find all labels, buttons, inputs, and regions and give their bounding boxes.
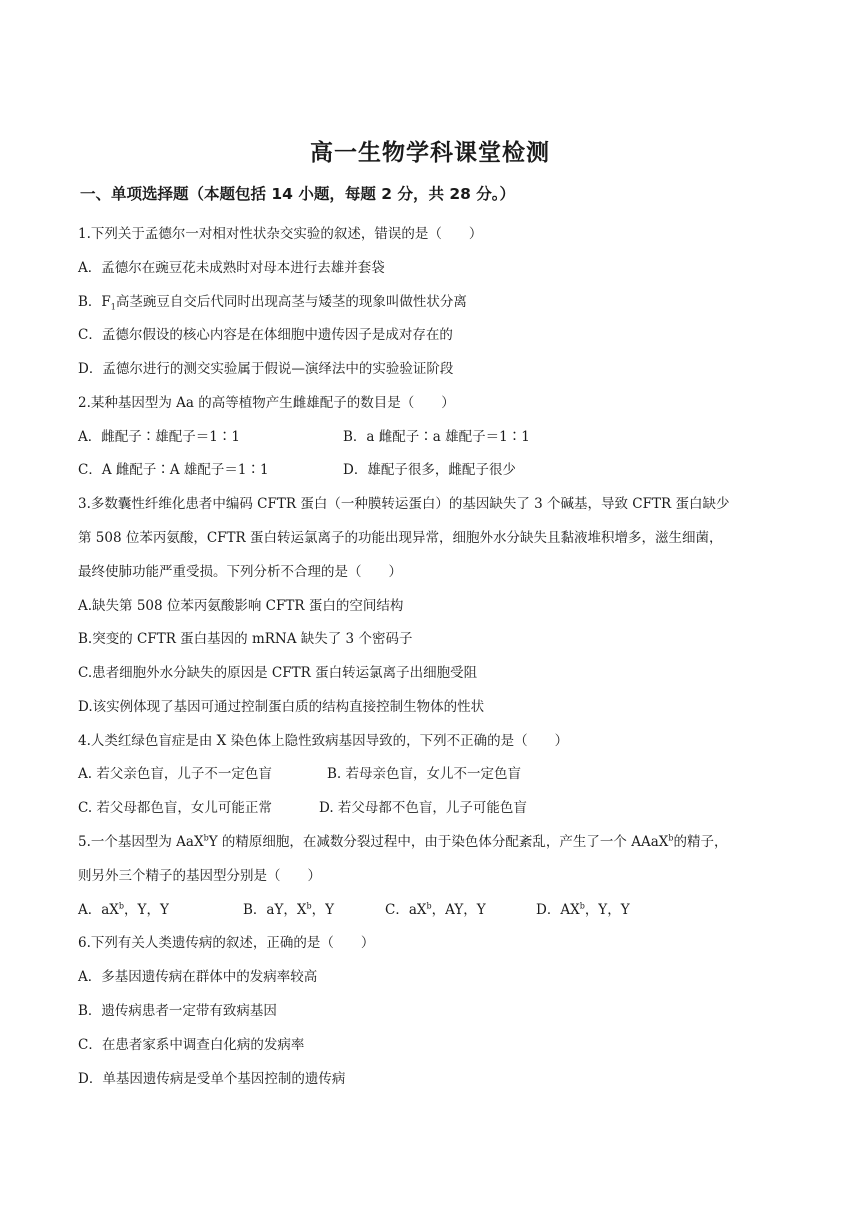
- q5-a-text: A．aX: [78, 902, 119, 918]
- q4-stem: 4.人类红绿色盲症是由 X 染色体上隐性致病基因导致的，下列不正确的是（ ）: [78, 733, 569, 749]
- q1-b-subscript: 1: [110, 302, 116, 312]
- q3-stem-line2: 第 508 位苯丙氨酸，CFTR 蛋白转运氯离子的功能出现异常，细胞外水分缺失且黏液堆积增多，滋生细菌，: [78, 530, 723, 546]
- q5-option-c: [385, 900, 486, 920]
- q3-stem-line3: 最终使肺功能严重受损。下列分析不合理的是（ ）: [78, 564, 402, 580]
- q5-option-a: [78, 900, 169, 920]
- q5-d-sup: b: [579, 901, 585, 911]
- q5-d-text: D．AX: [536, 902, 580, 918]
- q2-option-b: B．a 雌配子∶a 雄配子＝1∶1: [343, 429, 530, 445]
- section-heading: 一、单项选择题（本题包括 14 小题，每题 2 分，共 28 分。）: [80, 185, 516, 203]
- q6-stem: 6.下列有关人类遗传病的叙述，正确的是（ ）: [78, 935, 375, 951]
- q5-option-d: [536, 900, 630, 920]
- q5-stem-line2: 则另外三个精子的基因型分别是（ ）: [78, 868, 321, 884]
- q3-stem-line1: 3.多数囊性纤维化患者中编码 CFTR 蛋白（一种膜转运蛋白）的基因缺失了 3 个碱基，导致 CFTR 蛋白缺少: [78, 496, 730, 512]
- q5-text-c: Y 的精原细胞，在减数分裂过程中，由于染色体分配紊乱，产生了一个 AAaX: [208, 834, 669, 850]
- q1-option-a: A．孟德尔在豌豆花未成熟时对母本进行去雄并套袋: [78, 260, 385, 276]
- q6-option-d: D．单基因遗传病是受单个基因控制的遗传病: [78, 1071, 346, 1087]
- q5-stem-line1: [78, 832, 728, 852]
- q2-stem: 2.某种基因型为 Aa 的高等植物产生雌雄配子的数目是（ ）: [78, 395, 455, 411]
- q1-b-text: 高茎豌豆自交后代同时出现高茎与矮茎的现象叫做性状分离: [115, 294, 467, 310]
- q5-a-rest: ，Y，Y: [124, 902, 169, 918]
- q5-sup-1: b: [203, 833, 209, 843]
- q4-option-c: C. 若父母都色盲，女儿可能正常: [78, 800, 272, 816]
- q5-b-rest: ，Y: [311, 902, 335, 918]
- q5-c-text: C．aX: [385, 902, 427, 918]
- q1-stem: 1.下列关于孟德尔一对相对性状杂交实验的叙述，错误的是（ ）: [78, 226, 483, 242]
- q5-sup-2: b: [668, 833, 674, 843]
- q3-option-b: B.突变的 CFTR 蛋白基因的 mRNA 缺失了 3 个密码子: [78, 631, 413, 647]
- q3-option-a: A.缺失第 508 位苯丙氨酸影响 CFTR 蛋白的空间结构: [78, 598, 404, 614]
- q6-option-b: B．遗传病患者一定带有致病基因: [78, 1003, 277, 1019]
- q2-option-c: C．A 雌配子∶A 雄配子＝1∶1: [78, 462, 269, 478]
- q3-option-c: C.患者细胞外水分缺失的原因是 CFTR 蛋白转运氯离子出细胞受阻: [78, 665, 478, 681]
- q1-b-prefix: B．F: [78, 294, 111, 310]
- q1-option-d: D．孟德尔进行的测交实验属于假说—演绎法中的实验验证阶段: [78, 361, 454, 377]
- q5-d-rest: ，Y，Y: [584, 902, 630, 918]
- q5-c-rest: ，AY，Y: [431, 902, 486, 918]
- q4-option-a: A. 若父亲色盲，儿子不一定色盲: [78, 766, 272, 782]
- q4-option-b: B. 若母亲色盲，女儿不一定色盲: [327, 766, 522, 782]
- q6-option-c: C．在患者家系中调查白化病的发病率: [78, 1037, 305, 1053]
- q1-option-b: [78, 292, 467, 312]
- q5-text-e: 的精子，: [673, 834, 728, 850]
- q4-option-d: D. 若父母都不色盲，儿子可能色盲: [319, 800, 527, 816]
- q2-option-a: A．雌配子∶雄配子＝1∶1: [78, 429, 240, 445]
- q5-c-sup: b: [426, 901, 432, 911]
- q1-option-c: C．孟德尔假设的核心内容是在体细胞中遗传因子是成对存在的: [78, 327, 453, 343]
- q3-option-d: D.该实例体现了基因可通过控制蛋白质的结构直接控制生物体的性状: [78, 699, 485, 715]
- q2-option-d: D．雄配子很多，雌配子很少: [343, 462, 516, 478]
- q6-option-a: A．多基因遗传病在群体中的发病率较高: [78, 969, 318, 985]
- q5-option-b: [243, 900, 334, 920]
- q5-b-sup: b: [306, 901, 312, 911]
- page-title: 高一生物学科课堂检测: [310, 140, 550, 166]
- q5-text-a: 5.一个基因型为 AaX: [78, 834, 204, 850]
- q5-a-sup: b: [118, 901, 125, 911]
- q5-b-text: B．aY，X: [243, 902, 307, 918]
